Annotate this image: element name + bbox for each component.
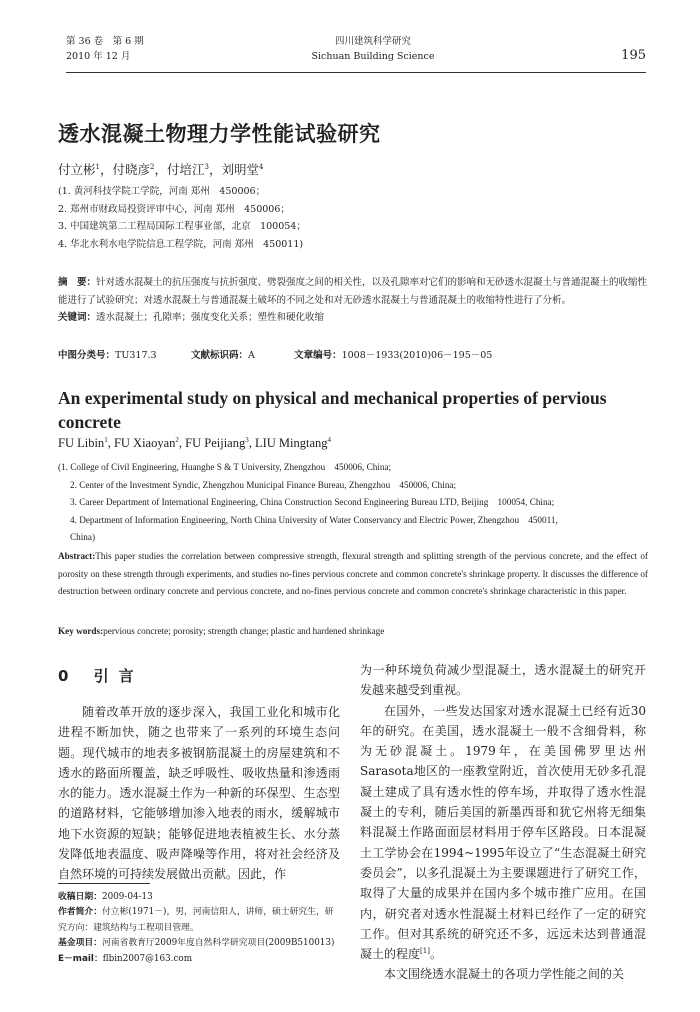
author-list-cn: 付立彬$^1$，付晓彦$^2$，付培江$^3$，刘明堂$^4$ — [58, 162, 264, 177]
keywords-body: 透水混凝土；孔隙率；强度变化关系；塑性和硬化收缩 — [96, 312, 325, 323]
footnote-divider — [58, 883, 150, 884]
volume-issue: 第 36 卷 第 6 期 — [66, 36, 144, 47]
footnote-email: E－mail：flbin2007@163.com — [58, 953, 193, 964]
keywords-label: 关键词： — [58, 312, 97, 323]
abstract-en-label: Abstract: — [58, 551, 96, 561]
page-number: 195 — [621, 48, 646, 63]
affiliation-line-en: 2. Center of the Investment Syndic, Zhengzhou Municipal Finance Bureau, Zhengzhou 450006, China; — [70, 479, 457, 490]
abstract-en — [58, 548, 648, 601]
document-code: A — [248, 350, 255, 361]
author-name-en: FU Xiaoyan — [113, 436, 176, 450]
author-name-en: FU Peijiang — [185, 436, 246, 450]
affiliation-line: 4. 华北水利水电学院信息工程学院，河南 郑州 450011) — [58, 238, 304, 250]
section-title: 引言 — [93, 667, 144, 685]
journal-name-cn: 四川建筑科学研究 — [334, 36, 411, 47]
author-name: 付培江 — [167, 162, 205, 177]
affiliations-cn — [58, 183, 306, 253]
abstract-body: 针对透水混凝土的抗压强度与抗折强度、劈裂强度之间的相关性，以及孔隙率对它们的影响和无砂透水混凝土与普通混凝土的收缩性能进行了试验研究；对透水混凝土与普通混凝土破坏的不同之处和对无砂透水混凝土与普通混凝土的收缩特性进行了分析。 — [58, 277, 648, 306]
affiliation-line-en: 4. Department of Information Engineering, North China University of Water Conservancy and Electric Power, Zhengzhou 450011, — [70, 514, 558, 525]
keywords-cn — [58, 309, 648, 327]
article-number: 1008－1933(2010)06－195－05 — [341, 350, 493, 361]
header-center — [298, 34, 448, 64]
body-paragraph: 为一种环境负荷减少型混凝土，透水混凝土的研究开发越来越受到重视。 — [360, 663, 646, 698]
running-header — [66, 34, 646, 72]
author-name: 付晓彦 — [112, 162, 151, 177]
author-list-en: FU Libin$^1$, FU Xiaoyan$^2$, FU Peijiang$^3$, LIU Mingtang$^4$ — [58, 435, 332, 450]
affiliation-line: (1. 黄河科技学院工学院，河南 郑州 450006； — [58, 186, 266, 197]
affiliations-en — [58, 459, 658, 547]
affiliation-line: 2. 郑州市财政局投资评审中心，河南 郑州 450006； — [58, 203, 290, 215]
affiliation-line-en: (1. College of Civil Engineering, Huanghe S & T University, Zhengzhou 450006, China; — [58, 462, 392, 472]
footnotes — [58, 890, 340, 967]
body-paragraph: 本文围绕透水混凝土的各项力学性能之间的关 — [384, 967, 625, 982]
body-column-left — [58, 666, 340, 885]
abstract-label: 摘 要： — [58, 277, 97, 288]
affiliation-line-en: 3. Career Department of International Engineering, China Construction Second Engineering Bureau LTD, Beijing 100054, China; — [70, 497, 555, 507]
author-name-en: LIU Mingtang — [254, 436, 328, 450]
header-left — [66, 34, 144, 64]
abstract-cn — [58, 274, 648, 327]
footnote-funding: 基金项目：河南省教育厅2009年度自然科学研究项目(2009B510013) — [58, 938, 335, 949]
keywords-en-body: pervious concrete; porosity; strength change; plastic and hardened shrinkage — [103, 626, 385, 636]
footnote-author-bio: 作者简介：付立彬(1971－)，男，河南信阳人，讲师，硕士研究生，研究方向：建筑结构与工程项目管理。 — [58, 907, 334, 933]
author-name: 刘明堂 — [221, 162, 260, 177]
abstract-en-body: This paper studies the correlation between compressive strength, flexural strength and splitting strength of the pervious concrete, and the effect of porosity on these strength through experiments, and studies no-fines pervious concrete and common concrete's shrinkage property. It discusses the difference of destruction between ordinary concrete and pervious concrete, and no-fines pervious concrete and common concrete's shrinkage characteristic in this paper. — [58, 551, 648, 596]
journal-name-en: Sichuan Building Science — [311, 51, 435, 62]
paper-title-cn: 透水混凝土物理力学性能试验研究 — [58, 122, 381, 146]
clc-number: TU317.3 — [115, 350, 157, 361]
section-heading — [58, 666, 340, 696]
paper-title-en: An experimental study on physical and mechanical properties of pervious concrete — [58, 388, 607, 432]
publication-date: 2010 年 12 月 — [66, 51, 131, 62]
header-divider — [66, 72, 646, 73]
section-number: 0 — [58, 667, 79, 685]
affiliation-line: 3. 中国建筑第二工程局国际工程事业部，北京 100054； — [58, 221, 306, 232]
abstract-cn-text — [58, 274, 648, 309]
body-paragraph: 随着改革开放的逐步深入，我国工业化和城市化进程不断加快，随之也带来了一系列的环境生态问题。现代城市的地表多被钢筋混凝土的房屋建筑和不透水的路面所覆盖，缺乏呼吸性、吸收热量和渗透雨水的能力。透水混凝土作为一种新的环保型、生态型的道路材料，它能够增加渗入地表的雨水，缓解城市地下水资源的短缺；能够促进地表植被生长、水分蒸发降低地表温度、吸声降噪等作用，将对社会经济及自然环境的可持续发展做出贡献。因此，作 — [58, 705, 340, 882]
body-column-right — [360, 660, 646, 985]
keywords-en-label: Key words: — [58, 626, 104, 636]
keywords-en — [58, 626, 384, 636]
body-paragraph: 在国外，一些发达国家对透水混凝土已经有近30年的研究。在美国，透水混凝土一般不含细骨料，称为无砂混凝土。1979年，在美国佛罗里达州Sarasota地区的一座教堂附近，首次使用无砂多孔混凝土建成了具有透水性的停车场，并取得了透水性混凝土的专利，随后美国的新墨西哥和犹它州将无细集料混凝土作路面面层材料用于停车区路段。日本混凝土工学协会在1994~1995年设立了“生态混凝土研究委员会”，以多孔混凝土为主要课题进行了研究工作，取得了大量的成果并在国内多个城市推广应用。在国内，研究者对透水性混凝土材料已经作了一定的研究工作。但对其系统的研究还不多，远远未达到普通混凝土的程度[1]。 — [360, 703, 646, 962]
citation-ref: [1] — [420, 947, 430, 956]
affiliation-line-en: China) — [70, 532, 96, 542]
author-name-en: FU Libin — [58, 436, 105, 450]
classification-line: 中图分类号：TU317.3 文献标识码：A 文章编号：1008－1933(2010)06－195－05 — [58, 347, 648, 361]
footnote-received: 收稿日期：2009-04-13 — [58, 892, 153, 902]
author-name: 付立彬 — [58, 162, 96, 177]
